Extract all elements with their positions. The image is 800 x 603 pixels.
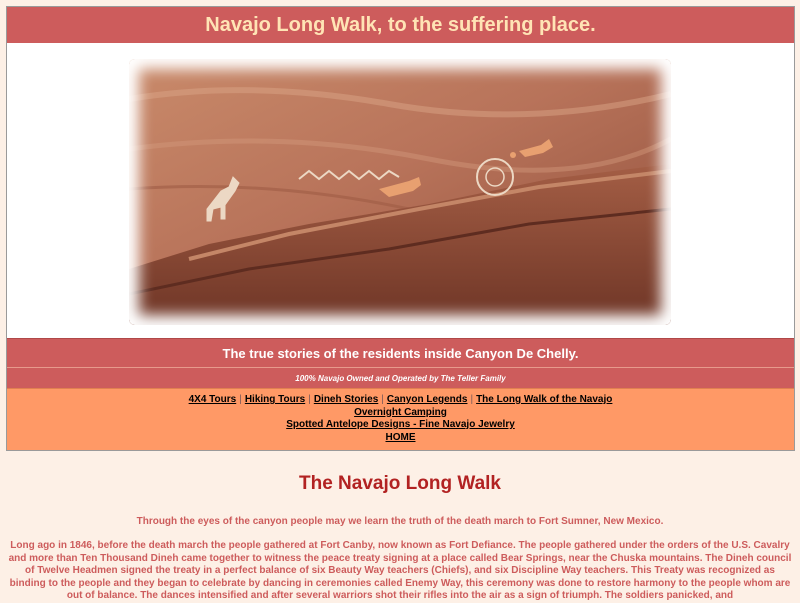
- body-paragraph: Long ago in 1846, before the death march the people gathered at Fort Canby, now known as Fort Defiance. The people gathered under the orders of the U.S. Cavalry and more than Ten Thousand Dineh came together to witness the peace treaty signing at a place called Bear Springs, near the Chuska mountains. The Dineh council of Twelve Headmen signed the treaty in a perfect balance of six Beauty Way teachers (Chiefs), and six Discipline Way teachers. This Treaty was recognized as binding to the people and they began to celebrate by dancing in ceremonies called Enemy Way, this ceremony was done to restore harmony to the people whom are out of balance. The dances intensified and after several warriors shot their rifles into the air as a sign of triumph. The soldiers panicked, and: [8, 540, 792, 601]
- nav-separator: |: [239, 394, 242, 405]
- ownership-note: 100% Navajo Owned and Operated by The Teller Family: [295, 373, 506, 383]
- ownership-bar: [7, 367, 794, 388]
- intro-text: Through the eyes of the canyon people may we learn the truth of the death march to Fort Sumner, New Mexico.: [136, 516, 664, 527]
- site-title: Navajo Long Walk, to the suffering place.: [205, 13, 596, 36]
- nav-row-main: [7, 394, 794, 407]
- page-heading: The Navajo Long Walk: [299, 473, 501, 494]
- nav-link-overnight-camping[interactable]: Overnight Camping: [354, 406, 447, 418]
- nav-link-long-walk[interactable]: The Long Walk of the Navajo: [476, 394, 613, 405]
- nav-row-home: [7, 432, 794, 445]
- nav-link-4x4-tours[interactable]: 4X4 Tours: [188, 394, 237, 405]
- nav-row-camping: [7, 407, 794, 420]
- site-title-bar: [7, 7, 794, 43]
- petroglyph-rock-art: [129, 59, 671, 325]
- nav-link-jewelry[interactable]: Spotted Antelope Designs - Fine Navajo Jewelry: [286, 419, 515, 430]
- nav-separator: |: [308, 394, 311, 405]
- hero-image-canyon-petroglyphs: [129, 59, 671, 325]
- nav-separator: |: [470, 394, 474, 405]
- nav-separator: |: [381, 394, 384, 405]
- nav-link-canyon-legends[interactable]: Canyon Legends: [386, 394, 468, 405]
- nav-link-hiking-tours[interactable]: Hiking Tours: [244, 394, 306, 405]
- nav-link-dineh-stories[interactable]: Dineh Stories: [313, 394, 379, 405]
- nav-link-home[interactable]: HOME: [385, 431, 416, 443]
- nav-row-jewelry: [7, 419, 794, 432]
- site-navigation: [7, 388, 794, 450]
- hero-image-area: [7, 43, 794, 338]
- tagline: The true stories of the residents inside Canyon De Chelly.: [222, 345, 579, 361]
- tagline-bar: [7, 338, 794, 367]
- site-frame: [6, 6, 795, 451]
